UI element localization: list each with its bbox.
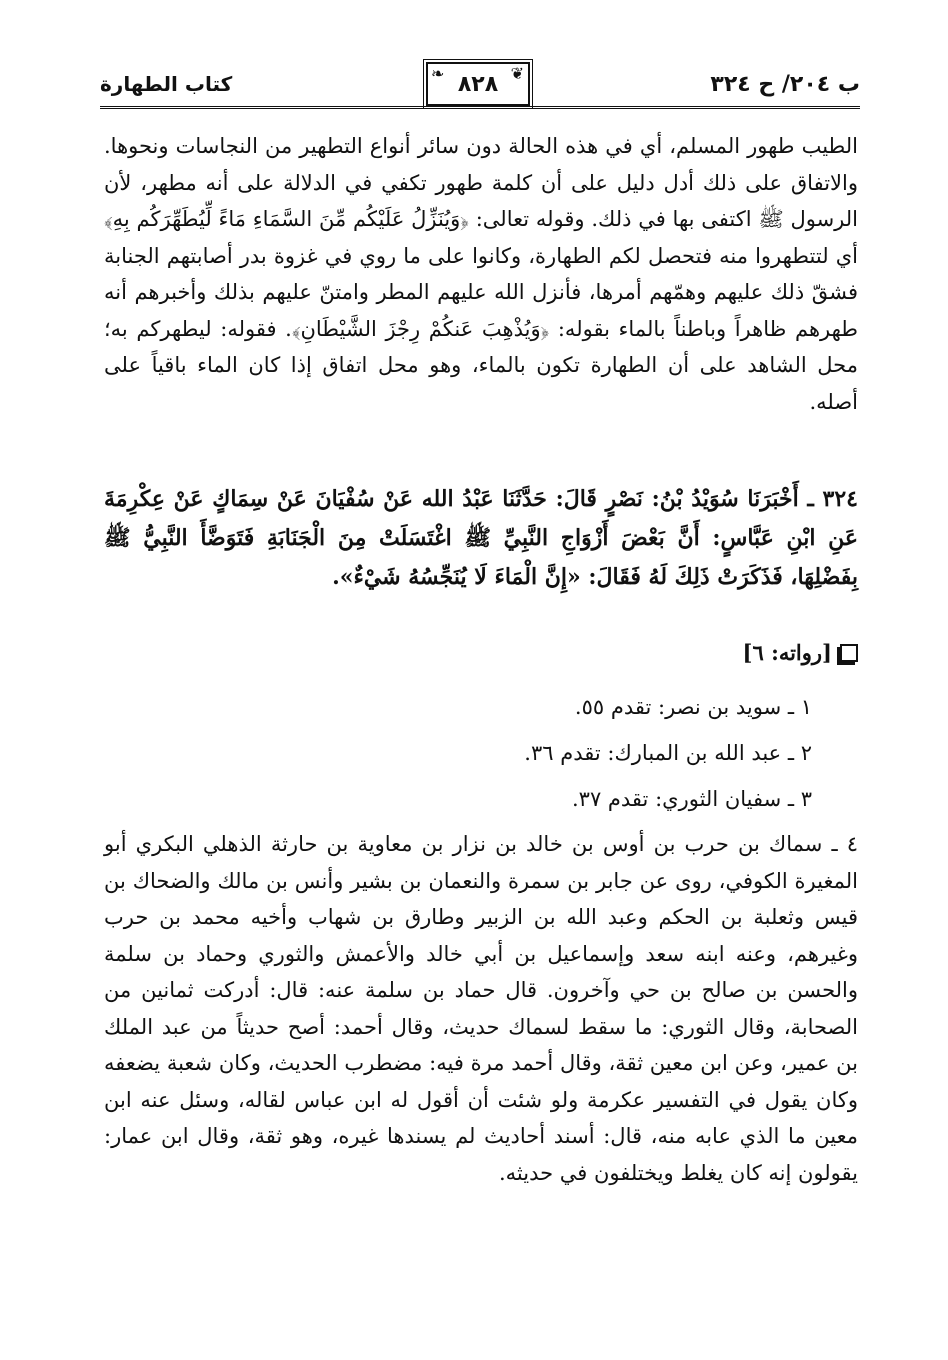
page-header: [100, 62, 860, 108]
biography-section: [104, 826, 858, 1191]
hadith-text: ٣٢٤ ـ أَخْبَرَنَا سُوَيْدُ بْنُ: نَصْرٍ قَالَ: حَدَّثَنَا عَبْدُ الله عَنْ سُفْيَانَ عَنْ سِمَاكٍ عَنْ عِكْرِمَةَ عَنِ ابْنِ عَبَّاسٍ: أَنَّ بَعْضَ أَزْوَاجِ النَّبِيِّ ﷺ اغْتَسَلَتْ مِنَ الْجَنَابَةِ فَتَوَضَّأَ النَّبِيُّ ﷺ بِفَضْلِهَا، فَذَكَرَتْ ذَلِكَ لَهُ فَقَالَ: «إِنَّ الْمَاءَ لَا يُنَجِّسُهُ شَيْءٌ».: [104, 486, 858, 590]
commentary-section: [104, 128, 858, 420]
biography-paragraph: ٤ ـ سماك بن حرب بن أوس بن خالد بن نزار بن معاوية بن حارثة الذهلي البكري أبو المغيرة الكوفي، روى عن جابر بن سمرة والنعمان بن بشير وأنس بن مالك والضحاك بن قيس وثعلبة بن الحكم وعبد الله بن الزبير وطارق بن شهاب وأخيه محمد بن حرب وغيرهم، وعنه ابنه سعد وإسماعيل بن أبي خالد والأعمش والثوري وحماد بن سلمة والحسن بن صالح بن حي وآخرون. قال حماد بن سلمة عنه: قال: أدركت ثمانين من الصحابة، وقال الثوري: ما سقط لسماك حديث، وقال أحمد: أصح حديثاً من عبد الملك بن عمير، وعن ابن معين ثقة، وقال أحمد مرة فيه: مضطرب الحديث، وكان شعبة يضعفه وكان يقول في التفسير عكرمة ولو شئت أن أقول له ابن عباس لقاله، وسئل عنه ابن معين ما الذي عابه منه، قال: أسند أحاديث لم يسندها غيره، وهو ثقة، وقال ابن عمار: يقولون إنه كان يغلط ويختلفون في حديثه.: [104, 832, 858, 1185]
page-number-frame: [426, 62, 530, 106]
narrator-list: [524, 684, 812, 822]
hadith-section: [104, 480, 858, 597]
ornament-icon: ❧: [431, 64, 446, 83]
narrators-heading-label: [رواته: ٦]: [742, 640, 832, 665]
page-number: ٨٢٨: [457, 71, 499, 97]
header-divider: [100, 106, 860, 109]
ornament-icon: ❦: [510, 64, 525, 83]
list-item: ٢ ـ عبد الله بن المبارك: تقدم ٣٦.: [524, 741, 812, 765]
square-bullet-icon: [840, 644, 858, 662]
list-item: ١ ـ سويد بن نصر: تقدم ٥٥.: [574, 695, 812, 719]
book-title: كتاب الطهارة: [100, 72, 233, 96]
list-item: ٣ ـ سفيان الثوري: تقدم ٣٧.: [571, 787, 812, 811]
commentary-paragraph: الطيب طهور المسلم، أي في هذه الحالة دون سائر أنواع التطهير من النجاسات ونحوها. والاتفاق على ذلك أدل دليل على أن كلمة طهور تكفي في الدلالة على أنه مطهر، لأن الرسول ﷺ اكتفى بها في ذلك. وقوله تعالى: ﴿وَيُنَزِّلُ عَلَيْكُم مِّنَ السَّمَاءِ مَاءً لِّيُطَهِّرَكُم بِهِ﴾ أي لتتطهروا منه فتحصل لكم الطهارة، وكانوا على ما روي في غزوة بدر أصابتهم الجنابة فشقّ ذلك عليهم وهمّهم أمرها، فأنزل الله عليهم المطر وامتنّ عليهم بذلك وأخبرهم أنه طهرهم ظاهراً وباطناً بالماء بقوله: ﴿وَيُذْهِبَ عَنكُمْ رِجْزَ الشَّيْطَانِ﴾. فقوله: ليطهركم به؛ محل الشاهد على أن الطهارة تكون بالماء، وهو محل اتفاق إذا كان الماء باقياً على أصله.: [104, 134, 858, 414]
chapter-reference: ب ٢٠٤/ ح ٣٢٤: [710, 72, 860, 97]
narrators-heading: [743, 640, 858, 665]
